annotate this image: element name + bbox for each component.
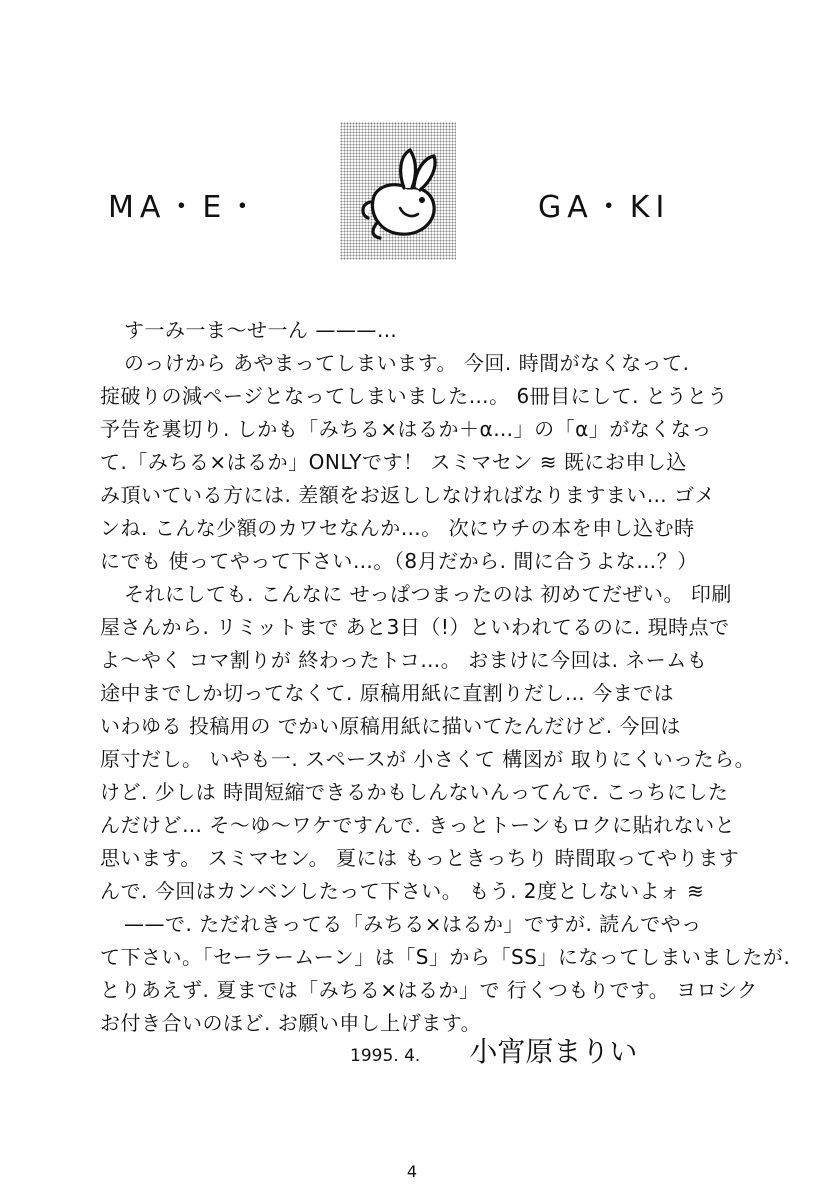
body-line: ンね. こんな少額のカワセなんか…。 次にウチの本を申し込む時 (100, 516, 695, 540)
body-line: す一み一ま〜せ一ん ———… (124, 318, 398, 342)
body-line: み頂いている方には. 差額をお返ししなければなりますまい… ゴメ (100, 483, 716, 507)
body-line: とりあえず. 夏までは「みちる×はるか」で 行くつもりです。 ヨロシク (100, 978, 758, 1002)
body-line: 途中までしか切ってなくて. 原稿用紙に直割りだし… 今までは (100, 681, 675, 705)
rabbit-icon (340, 122, 456, 260)
signature (350, 1030, 637, 1070)
body-line: て下さい。「セーラームーン」は「S」から「SS」になってしまいましたが. (100, 945, 791, 969)
body-line: ——で. ただれきってる「みちる×はるか」ですが. 読んでやっ (124, 912, 702, 936)
body-line: よ〜やく コマ割りが 終わったトコ…。 おまけに今回は. ネームも (100, 648, 708, 672)
signature-date: 1995. 4. (350, 1046, 421, 1066)
body-text (100, 314, 791, 1040)
body-line: けど. 少しは 時間短縮できるかもしんないんってんで. こっちにした (100, 780, 729, 804)
body-line: のっけから あやまってしまいます。 今回. 時間がなくなって. (124, 351, 690, 375)
body-line: にでも 使ってやって下さい…。（8月だから. 間に合うよな…？） (100, 549, 698, 573)
body-line: いわゆる 投稿用の でかい原稿用紙に描いてたんだけど. 今回は (100, 714, 681, 738)
body-line: 掟破りの減ページとなってしまいました…。 6冊目にして. とうとう (100, 384, 728, 408)
header-title-left: MA・E・ (108, 190, 264, 225)
page-number: 4 (406, 1162, 418, 1181)
body-line: それにしても. こんなに せっぱつまったのは 初めてだぜい。 印刷 (124, 582, 732, 606)
body-line: 原寸だし。 いやも一. スペースが 小さくて 構図が 取りにくいったら。 (100, 747, 756, 771)
emblem-frame (340, 122, 456, 260)
body-line: て.「みちる×はるか」ONLYです！ スミマセン ≋ 既にお申し込 (100, 450, 687, 474)
body-line: 屋さんから. リミットまで あと3日（!）といわれてるのに. 現時点で (100, 615, 730, 639)
signature-author: 小宵原まりい (469, 1035, 638, 1068)
body-line: 思います。 スミマセン。 夏には もっときっちり 時間取ってやります (100, 846, 740, 870)
body-line: お付き合いのほど. お願い申し上げます。 (100, 1011, 482, 1035)
body-line: 予告を裏切り. しかも「みちる×はるか＋α…」の「α」がなくなっ (100, 417, 712, 441)
body-line: んだけど… そ〜ゆ〜ワケですんで. きっとトーンもロクに貼れないと (100, 813, 736, 837)
body-line: んで. 今回はカンベンしたって下さい。 もう. 2度としないよォ ≋ (100, 879, 705, 903)
header-title-right: GA・KI (538, 190, 671, 225)
